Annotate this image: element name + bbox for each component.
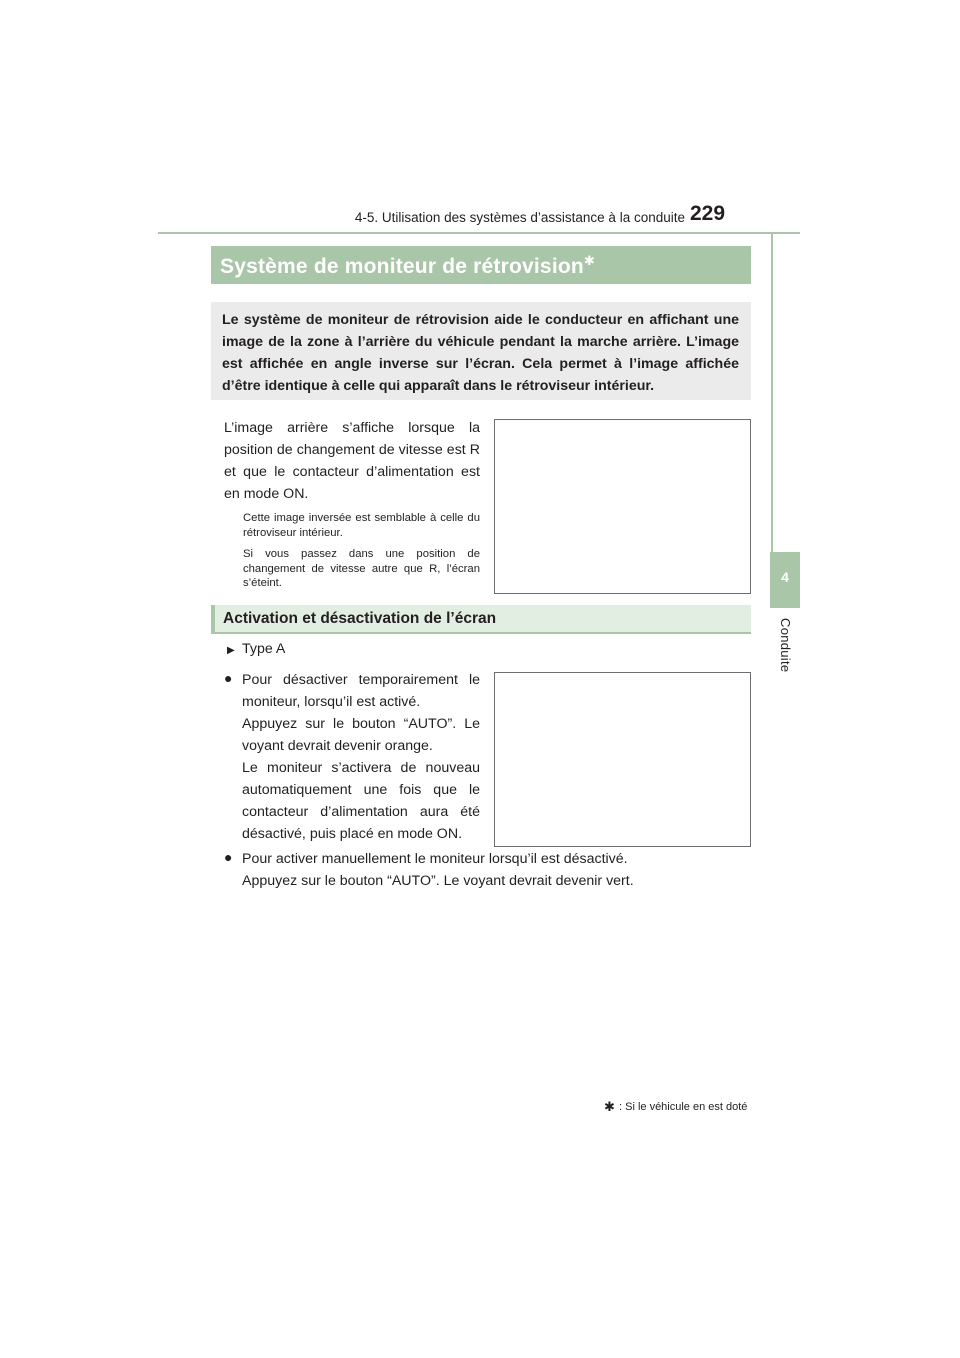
type-label: Type A — [242, 641, 286, 657]
bullet-2-instruction: Appuyez sur le bouton “AUTO”. Le voyant devrait devenir vert. — [242, 873, 634, 889]
bullet-1 — [242, 669, 480, 845]
illustration-placeholder-1 — [494, 419, 751, 594]
subheading-accent-bar — [211, 605, 215, 634]
note-1: Cette image inversée est semblable à celle du rétroviseur intérieur. — [243, 512, 480, 539]
chapter-tab-label: Conduite — [778, 618, 793, 673]
paragraph-rear-image: L’image arrière s’affiche lorsque la position de changement de vitesse est R et que le contacteur d’alimentation est en mode ON. — [224, 420, 480, 502]
page-number: 229 — [690, 202, 726, 225]
header-rule — [158, 232, 800, 234]
bullet-2-lead: Pour activer manuellement le moniteur lorsqu’il est désactivé. — [242, 851, 628, 867]
running-header-section: 4-5. Utilisation des systèmes d’assistance à la conduite — [354, 210, 685, 225]
optional-equipment-marker: ✱ — [583, 253, 595, 268]
bullet-dot-icon: ● — [224, 670, 233, 686]
triangle-arrow-icon: ▶ — [227, 645, 235, 656]
intro-text: Le système de moniteur de rétrovision aide le conducteur en affichant une image de la zone à l’arrière du véhicule pendant la marche arrière. L’image est affichée en angle inverse sur l’écran. Cela permet à l’image affichée d’être identique à celle qui apparaît dans le rétroviseur intérieur. — [222, 312, 739, 394]
subheading: Activation et désactivation de l’écran — [223, 610, 497, 627]
footnote-text: : Si le véhicule en est doté — [619, 1101, 748, 1113]
section-title — [220, 253, 595, 279]
side-tab-line — [771, 232, 773, 552]
subheading-rule — [211, 632, 751, 634]
bullet-1-instruction: Appuyez sur le bouton “AUTO”. Le voyant devrait devenir orange. — [242, 716, 480, 754]
bullet-2 — [242, 848, 750, 892]
bullet-1-lead: Pour désactiver temporairement le moniteur, lorsqu’il est activé. — [242, 672, 480, 710]
footnote-marker: ✱ — [604, 1099, 615, 1114]
illustration-placeholder-2 — [494, 672, 751, 847]
note-2: Si vous passez dans une position de changement de vitesse autre que R, l’écran s’éteint. — [243, 548, 480, 589]
bullet-1-detail: Le moniteur s’activera de nouveau automatiquement une fois que le contacteur d’alimentation aura été désactivé, puis placé en mode ON. — [242, 760, 480, 842]
bullet-dot-icon: ● — [224, 849, 233, 865]
section-title-text: Système de moniteur de rétrovision — [220, 255, 584, 278]
chapter-tab-number: 4 — [781, 569, 789, 585]
